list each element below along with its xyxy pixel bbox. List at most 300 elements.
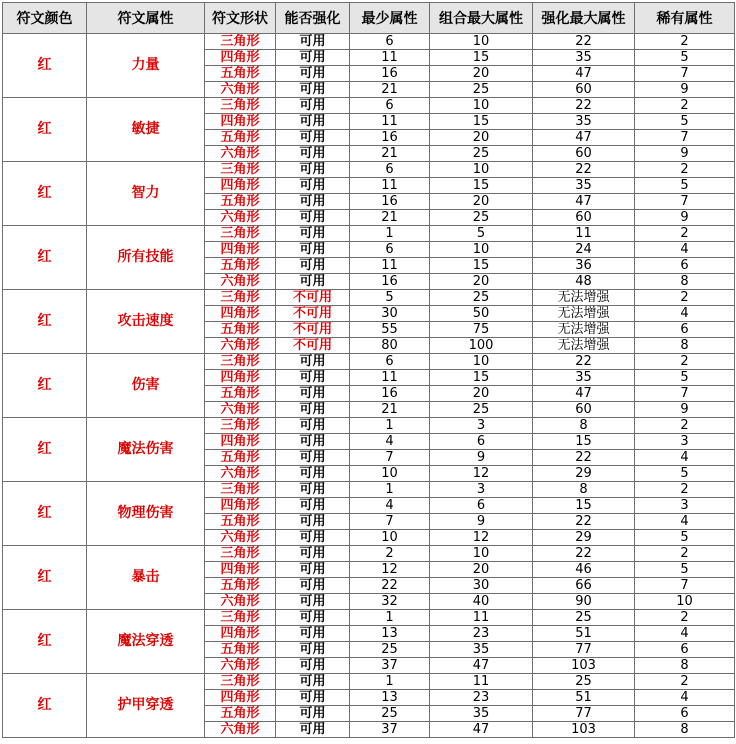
rare-attribute-cell: 2 [635, 418, 735, 434]
can-enhance-cell: 可用 [276, 226, 350, 242]
table-row [3, 290, 735, 306]
table-row [3, 546, 735, 562]
min-attribute-cell: 21 [350, 402, 430, 418]
combo-max-cell: 35 [430, 706, 533, 722]
can-enhance-cell: 可用 [276, 530, 350, 546]
table-body [3, 34, 735, 738]
rune-shape-cell: 四角形 [205, 370, 276, 386]
rare-attribute-cell: 9 [635, 82, 735, 98]
rare-attribute-cell: 6 [635, 706, 735, 722]
min-attribute-cell: 22 [350, 578, 430, 594]
can-enhance-cell: 可用 [276, 98, 350, 114]
combo-max-cell: 23 [430, 626, 533, 642]
rune-shape-cell: 四角形 [205, 114, 276, 130]
min-attribute-cell: 13 [350, 690, 430, 706]
min-attribute-cell: 12 [350, 562, 430, 578]
rune-shape-cell: 三角形 [205, 226, 276, 242]
min-attribute-cell: 6 [350, 162, 430, 178]
rune-shape-cell: 三角形 [205, 290, 276, 306]
min-attribute-cell: 7 [350, 450, 430, 466]
rare-attribute-cell: 6 [635, 642, 735, 658]
min-attribute-cell: 16 [350, 386, 430, 402]
rune-shape-cell: 三角形 [205, 354, 276, 370]
combo-max-cell: 12 [430, 530, 533, 546]
can-enhance-cell: 可用 [276, 146, 350, 162]
rune-shape-cell: 六角形 [205, 466, 276, 482]
combo-max-cell: 100 [430, 338, 533, 354]
rune-attribute-table [2, 2, 735, 738]
can-enhance-cell: 可用 [276, 706, 350, 722]
rare-attribute-cell: 10 [635, 594, 735, 610]
enhance-max-cell: 35 [533, 114, 635, 130]
can-enhance-cell: 可用 [276, 450, 350, 466]
enhance-max-cell: 15 [533, 498, 635, 514]
min-attribute-cell: 1 [350, 418, 430, 434]
rune-shape-cell: 六角形 [205, 530, 276, 546]
min-attribute-cell: 1 [350, 482, 430, 498]
can-enhance-cell: 可用 [276, 370, 350, 386]
rare-attribute-cell: 2 [635, 482, 735, 498]
rune-shape-cell: 五角形 [205, 322, 276, 338]
enhance-max-cell: 11 [533, 226, 635, 242]
min-attribute-cell: 6 [350, 242, 430, 258]
enhance-max-cell: 22 [533, 450, 635, 466]
rune-shape-cell: 六角形 [205, 594, 276, 610]
rune-shape-cell: 三角形 [205, 34, 276, 50]
combo-max-cell: 10 [430, 162, 533, 178]
enhance-max-cell: 90 [533, 594, 635, 610]
combo-max-cell: 75 [430, 322, 533, 338]
rune-shape-cell: 五角形 [205, 706, 276, 722]
can-enhance-cell: 可用 [276, 354, 350, 370]
rune-shape-cell: 五角形 [205, 642, 276, 658]
can-enhance-cell: 可用 [276, 66, 350, 82]
combo-max-cell: 10 [430, 98, 533, 114]
rare-attribute-cell: 2 [635, 546, 735, 562]
enhance-max-cell: 77 [533, 642, 635, 658]
rare-attribute-cell: 2 [635, 290, 735, 306]
combo-max-cell: 15 [430, 370, 533, 386]
rare-attribute-cell: 4 [635, 514, 735, 530]
rune-color-cell: 红 [3, 34, 87, 98]
min-attribute-cell: 6 [350, 354, 430, 370]
rune-shape-cell: 四角形 [205, 562, 276, 578]
min-attribute-cell: 21 [350, 82, 430, 98]
enhance-max-cell: 24 [533, 242, 635, 258]
table-row [3, 674, 735, 690]
min-attribute-cell: 2 [350, 546, 430, 562]
min-attribute-cell: 32 [350, 594, 430, 610]
rune-shape-cell: 四角形 [205, 306, 276, 322]
can-enhance-cell: 不可用 [276, 290, 350, 306]
enhance-max-cell: 60 [533, 146, 635, 162]
min-attribute-cell: 16 [350, 194, 430, 210]
rare-attribute-cell: 5 [635, 50, 735, 66]
rune-shape-cell: 三角形 [205, 674, 276, 690]
rune-shape-cell: 四角形 [205, 50, 276, 66]
enhance-max-cell: 103 [533, 658, 635, 674]
rare-attribute-cell: 5 [635, 466, 735, 482]
enhance-max-cell: 8 [533, 418, 635, 434]
can-enhance-cell: 可用 [276, 178, 350, 194]
enhance-max-cell: 51 [533, 690, 635, 706]
min-attribute-cell: 1 [350, 674, 430, 690]
rune-color-cell: 红 [3, 226, 87, 290]
enhance-max-cell: 35 [533, 178, 635, 194]
min-attribute-cell: 6 [350, 34, 430, 50]
enhance-max-cell: 60 [533, 210, 635, 226]
rune-color-cell: 红 [3, 98, 87, 162]
min-attribute-cell: 11 [350, 178, 430, 194]
rune-attribute-cell: 所有技能 [87, 226, 205, 290]
combo-max-cell: 25 [430, 210, 533, 226]
rune-shape-cell: 四角形 [205, 242, 276, 258]
enhance-max-cell: 29 [533, 530, 635, 546]
min-attribute-cell: 30 [350, 306, 430, 322]
rune-color-cell: 红 [3, 610, 87, 674]
table-row [3, 34, 735, 50]
rare-attribute-cell: 9 [635, 210, 735, 226]
rune-shape-cell: 三角形 [205, 418, 276, 434]
rare-attribute-cell: 3 [635, 498, 735, 514]
enhance-max-cell: 35 [533, 370, 635, 386]
can-enhance-cell: 可用 [276, 482, 350, 498]
enhance-max-cell: 22 [533, 162, 635, 178]
can-enhance-cell: 可用 [276, 546, 350, 562]
rare-attribute-cell: 2 [635, 674, 735, 690]
rare-attribute-cell: 2 [635, 34, 735, 50]
combo-max-cell: 20 [430, 130, 533, 146]
enhance-max-cell: 22 [533, 34, 635, 50]
can-enhance-cell: 可用 [276, 674, 350, 690]
rune-shape-cell: 四角形 [205, 178, 276, 194]
header-rare-attribute: 稀有属性 [635, 3, 735, 34]
min-attribute-cell: 4 [350, 434, 430, 450]
combo-max-cell: 15 [430, 258, 533, 274]
can-enhance-cell: 可用 [276, 498, 350, 514]
rune-shape-cell: 六角形 [205, 402, 276, 418]
header-rune-shape: 符文形状 [205, 3, 276, 34]
min-attribute-cell: 13 [350, 626, 430, 642]
rune-shape-cell: 四角形 [205, 498, 276, 514]
rare-attribute-cell: 2 [635, 354, 735, 370]
table-row [3, 98, 735, 114]
header-rune-color: 符文颜色 [3, 3, 87, 34]
table-row [3, 482, 735, 498]
combo-max-cell: 15 [430, 114, 533, 130]
enhance-max-cell: 22 [533, 546, 635, 562]
header-enhance-max: 强化最大属性 [533, 3, 635, 34]
combo-max-cell: 9 [430, 450, 533, 466]
can-enhance-cell: 可用 [276, 658, 350, 674]
min-attribute-cell: 1 [350, 226, 430, 242]
enhance-max-cell: 60 [533, 402, 635, 418]
enhance-max-cell: 60 [533, 82, 635, 98]
combo-max-cell: 30 [430, 578, 533, 594]
combo-max-cell: 9 [430, 514, 533, 530]
can-enhance-cell: 可用 [276, 690, 350, 706]
rune-shape-cell: 六角形 [205, 658, 276, 674]
combo-max-cell: 3 [430, 482, 533, 498]
combo-max-cell: 25 [430, 290, 533, 306]
can-enhance-cell: 不可用 [276, 338, 350, 354]
can-enhance-cell: 可用 [276, 434, 350, 450]
rune-shape-cell: 五角形 [205, 194, 276, 210]
can-enhance-cell: 可用 [276, 210, 350, 226]
rune-shape-cell: 六角形 [205, 274, 276, 290]
combo-max-cell: 20 [430, 274, 533, 290]
can-enhance-cell: 可用 [276, 466, 350, 482]
enhance-max-cell: 15 [533, 434, 635, 450]
rune-attribute-cell: 攻击速度 [87, 290, 205, 354]
min-attribute-cell: 55 [350, 322, 430, 338]
rare-attribute-cell: 4 [635, 626, 735, 642]
rune-shape-cell: 四角形 [205, 434, 276, 450]
min-attribute-cell: 21 [350, 146, 430, 162]
min-attribute-cell: 80 [350, 338, 430, 354]
enhance-max-cell: 无法增强 [533, 306, 635, 322]
rare-attribute-cell: 2 [635, 98, 735, 114]
can-enhance-cell: 可用 [276, 130, 350, 146]
combo-max-cell: 35 [430, 642, 533, 658]
rune-shape-cell: 六角形 [205, 338, 276, 354]
combo-max-cell: 10 [430, 546, 533, 562]
can-enhance-cell: 可用 [276, 274, 350, 290]
rare-attribute-cell: 5 [635, 178, 735, 194]
rare-attribute-cell: 6 [635, 258, 735, 274]
rune-attribute-cell: 智力 [87, 162, 205, 226]
rune-shape-cell: 三角形 [205, 98, 276, 114]
min-attribute-cell: 11 [350, 258, 430, 274]
header-row [3, 3, 735, 34]
enhance-max-cell: 25 [533, 674, 635, 690]
rare-attribute-cell: 8 [635, 658, 735, 674]
rune-attribute-cell: 敏捷 [87, 98, 205, 162]
combo-max-cell: 10 [430, 34, 533, 50]
min-attribute-cell: 4 [350, 498, 430, 514]
min-attribute-cell: 11 [350, 114, 430, 130]
min-attribute-cell: 11 [350, 370, 430, 386]
can-enhance-cell: 可用 [276, 642, 350, 658]
combo-max-cell: 20 [430, 66, 533, 82]
enhance-max-cell: 22 [533, 354, 635, 370]
combo-max-cell: 15 [430, 50, 533, 66]
rare-attribute-cell: 4 [635, 242, 735, 258]
rune-shape-cell: 六角形 [205, 146, 276, 162]
can-enhance-cell: 可用 [276, 722, 350, 738]
rare-attribute-cell: 5 [635, 114, 735, 130]
min-attribute-cell: 10 [350, 466, 430, 482]
can-enhance-cell: 可用 [276, 194, 350, 210]
rune-attribute-cell: 伤害 [87, 354, 205, 418]
rune-shape-cell: 四角形 [205, 626, 276, 642]
min-attribute-cell: 11 [350, 50, 430, 66]
rare-attribute-cell: 7 [635, 578, 735, 594]
can-enhance-cell: 可用 [276, 594, 350, 610]
enhance-max-cell: 47 [533, 130, 635, 146]
table-row [3, 226, 735, 242]
can-enhance-cell: 可用 [276, 402, 350, 418]
enhance-max-cell: 48 [533, 274, 635, 290]
can-enhance-cell: 可用 [276, 562, 350, 578]
table-row [3, 162, 735, 178]
rare-attribute-cell: 8 [635, 722, 735, 738]
rune-color-cell: 红 [3, 354, 87, 418]
rare-attribute-cell: 5 [635, 370, 735, 386]
can-enhance-cell: 可用 [276, 162, 350, 178]
combo-max-cell: 5 [430, 226, 533, 242]
rare-attribute-cell: 7 [635, 386, 735, 402]
rune-shape-cell: 五角形 [205, 386, 276, 402]
min-attribute-cell: 37 [350, 722, 430, 738]
enhance-max-cell: 47 [533, 386, 635, 402]
min-attribute-cell: 16 [350, 130, 430, 146]
min-attribute-cell: 6 [350, 98, 430, 114]
rare-attribute-cell: 2 [635, 610, 735, 626]
rune-shape-cell: 三角形 [205, 610, 276, 626]
rare-attribute-cell: 3 [635, 434, 735, 450]
rare-attribute-cell: 5 [635, 562, 735, 578]
rune-shape-cell: 五角形 [205, 66, 276, 82]
can-enhance-cell: 可用 [276, 242, 350, 258]
combo-max-cell: 11 [430, 674, 533, 690]
rare-attribute-cell: 9 [635, 146, 735, 162]
rune-shape-cell: 四角形 [205, 690, 276, 706]
rune-shape-cell: 三角形 [205, 546, 276, 562]
rare-attribute-cell: 8 [635, 338, 735, 354]
combo-max-cell: 20 [430, 194, 533, 210]
can-enhance-cell: 可用 [276, 50, 350, 66]
can-enhance-cell: 可用 [276, 34, 350, 50]
combo-max-cell: 25 [430, 82, 533, 98]
enhance-max-cell: 22 [533, 98, 635, 114]
can-enhance-cell: 可用 [276, 258, 350, 274]
rune-shape-cell: 三角形 [205, 162, 276, 178]
combo-max-cell: 20 [430, 562, 533, 578]
rune-attribute-cell: 魔法穿透 [87, 610, 205, 674]
min-attribute-cell: 21 [350, 210, 430, 226]
rare-attribute-cell: 5 [635, 530, 735, 546]
can-enhance-cell: 可用 [276, 386, 350, 402]
can-enhance-cell: 可用 [276, 578, 350, 594]
enhance-max-cell: 25 [533, 610, 635, 626]
combo-max-cell: 47 [430, 658, 533, 674]
rare-attribute-cell: 4 [635, 690, 735, 706]
enhance-max-cell: 无法增强 [533, 322, 635, 338]
enhance-max-cell: 36 [533, 258, 635, 274]
combo-max-cell: 11 [430, 610, 533, 626]
combo-max-cell: 3 [430, 418, 533, 434]
combo-max-cell: 6 [430, 434, 533, 450]
table-header [3, 3, 735, 34]
rune-shape-cell: 五角形 [205, 450, 276, 466]
rune-attribute-cell: 物理伤害 [87, 482, 205, 546]
enhance-max-cell: 77 [533, 706, 635, 722]
rune-shape-cell: 五角形 [205, 578, 276, 594]
rune-color-cell: 红 [3, 162, 87, 226]
enhance-max-cell: 22 [533, 514, 635, 530]
rare-attribute-cell: 6 [635, 322, 735, 338]
rune-shape-cell: 五角形 [205, 258, 276, 274]
table-row [3, 610, 735, 626]
can-enhance-cell: 可用 [276, 626, 350, 642]
min-attribute-cell: 1 [350, 610, 430, 626]
rune-color-cell: 红 [3, 546, 87, 610]
rare-attribute-cell: 2 [635, 162, 735, 178]
rare-attribute-cell: 4 [635, 306, 735, 322]
table-row [3, 354, 735, 370]
rune-shape-cell: 三角形 [205, 482, 276, 498]
can-enhance-cell: 不可用 [276, 322, 350, 338]
combo-max-cell: 23 [430, 690, 533, 706]
min-attribute-cell: 7 [350, 514, 430, 530]
rune-attribute-cell: 暴击 [87, 546, 205, 610]
enhance-max-cell: 8 [533, 482, 635, 498]
rune-color-cell: 红 [3, 290, 87, 354]
rune-attribute-cell: 护甲穿透 [87, 674, 205, 738]
enhance-max-cell: 47 [533, 66, 635, 82]
can-enhance-cell: 可用 [276, 610, 350, 626]
enhance-max-cell: 29 [533, 466, 635, 482]
rare-attribute-cell: 2 [635, 226, 735, 242]
rare-attribute-cell: 8 [635, 274, 735, 290]
rune-shape-cell: 六角形 [205, 82, 276, 98]
rune-color-cell: 红 [3, 418, 87, 482]
enhance-max-cell: 51 [533, 626, 635, 642]
rare-attribute-cell: 7 [635, 194, 735, 210]
enhance-max-cell: 46 [533, 562, 635, 578]
combo-max-cell: 10 [430, 242, 533, 258]
combo-max-cell: 25 [430, 146, 533, 162]
can-enhance-cell: 不可用 [276, 306, 350, 322]
min-attribute-cell: 37 [350, 658, 430, 674]
min-attribute-cell: 10 [350, 530, 430, 546]
can-enhance-cell: 可用 [276, 514, 350, 530]
enhance-max-cell: 47 [533, 194, 635, 210]
rare-attribute-cell: 7 [635, 130, 735, 146]
rare-attribute-cell: 4 [635, 450, 735, 466]
rune-shape-cell: 五角形 [205, 130, 276, 146]
enhance-max-cell: 无法增强 [533, 338, 635, 354]
combo-max-cell: 25 [430, 402, 533, 418]
rune-attribute-cell: 力量 [87, 34, 205, 98]
min-attribute-cell: 25 [350, 642, 430, 658]
enhance-max-cell: 103 [533, 722, 635, 738]
table-row [3, 418, 735, 434]
combo-max-cell: 20 [430, 386, 533, 402]
rune-shape-cell: 五角形 [205, 514, 276, 530]
rune-shape-cell: 六角形 [205, 210, 276, 226]
min-attribute-cell: 16 [350, 66, 430, 82]
enhance-max-cell: 35 [533, 50, 635, 66]
rune-color-cell: 红 [3, 674, 87, 738]
rare-attribute-cell: 9 [635, 402, 735, 418]
header-can-enhance: 能否强化 [276, 3, 350, 34]
combo-max-cell: 12 [430, 466, 533, 482]
min-attribute-cell: 25 [350, 706, 430, 722]
can-enhance-cell: 可用 [276, 114, 350, 130]
combo-max-cell: 15 [430, 178, 533, 194]
rune-color-cell: 红 [3, 482, 87, 546]
rare-attribute-cell: 7 [635, 66, 735, 82]
combo-max-cell: 47 [430, 722, 533, 738]
combo-max-cell: 40 [430, 594, 533, 610]
can-enhance-cell: 可用 [276, 418, 350, 434]
header-combo-max: 组合最大属性 [430, 3, 533, 34]
combo-max-cell: 10 [430, 354, 533, 370]
header-min-attribute: 最少属性 [350, 3, 430, 34]
combo-max-cell: 50 [430, 306, 533, 322]
